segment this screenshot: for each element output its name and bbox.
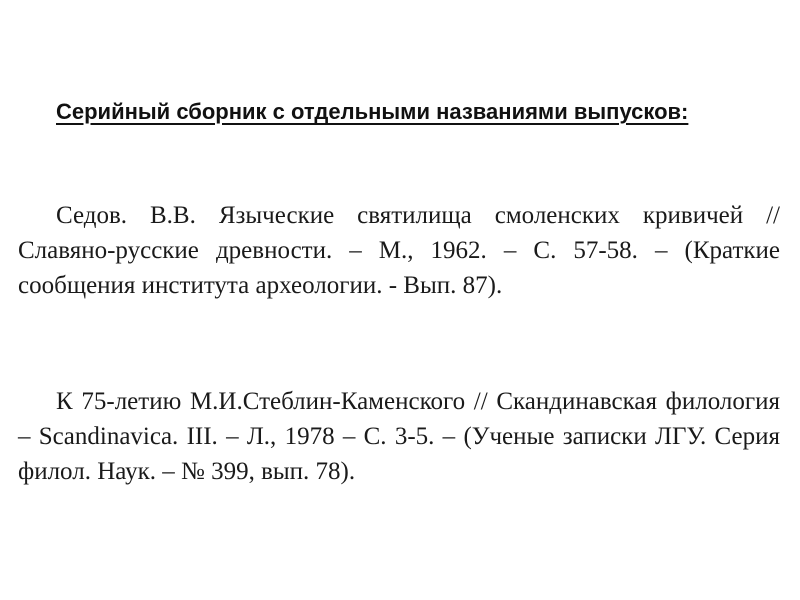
reference-entry-1: Седов. В.В. Языческие святилища смоленских кривичей // Славяно-русские древности. – М., 1962. – С. 57-58. – (Краткие сообщения института археологии. - Вып. 87). bbox=[18, 202, 780, 299]
section-heading: Серийный сборник с отдельными названиями выпусков: bbox=[56, 99, 689, 124]
reference-entry-2: К 75-летию М.И.Стеблин-Каменского // Скандинавская филология – Scandinavica. III. – Л., 1978 – С. 3-5. – (Ученые записки ЛГУ. Серия филол. Наук. – № 399, вып. 78). bbox=[18, 388, 780, 485]
